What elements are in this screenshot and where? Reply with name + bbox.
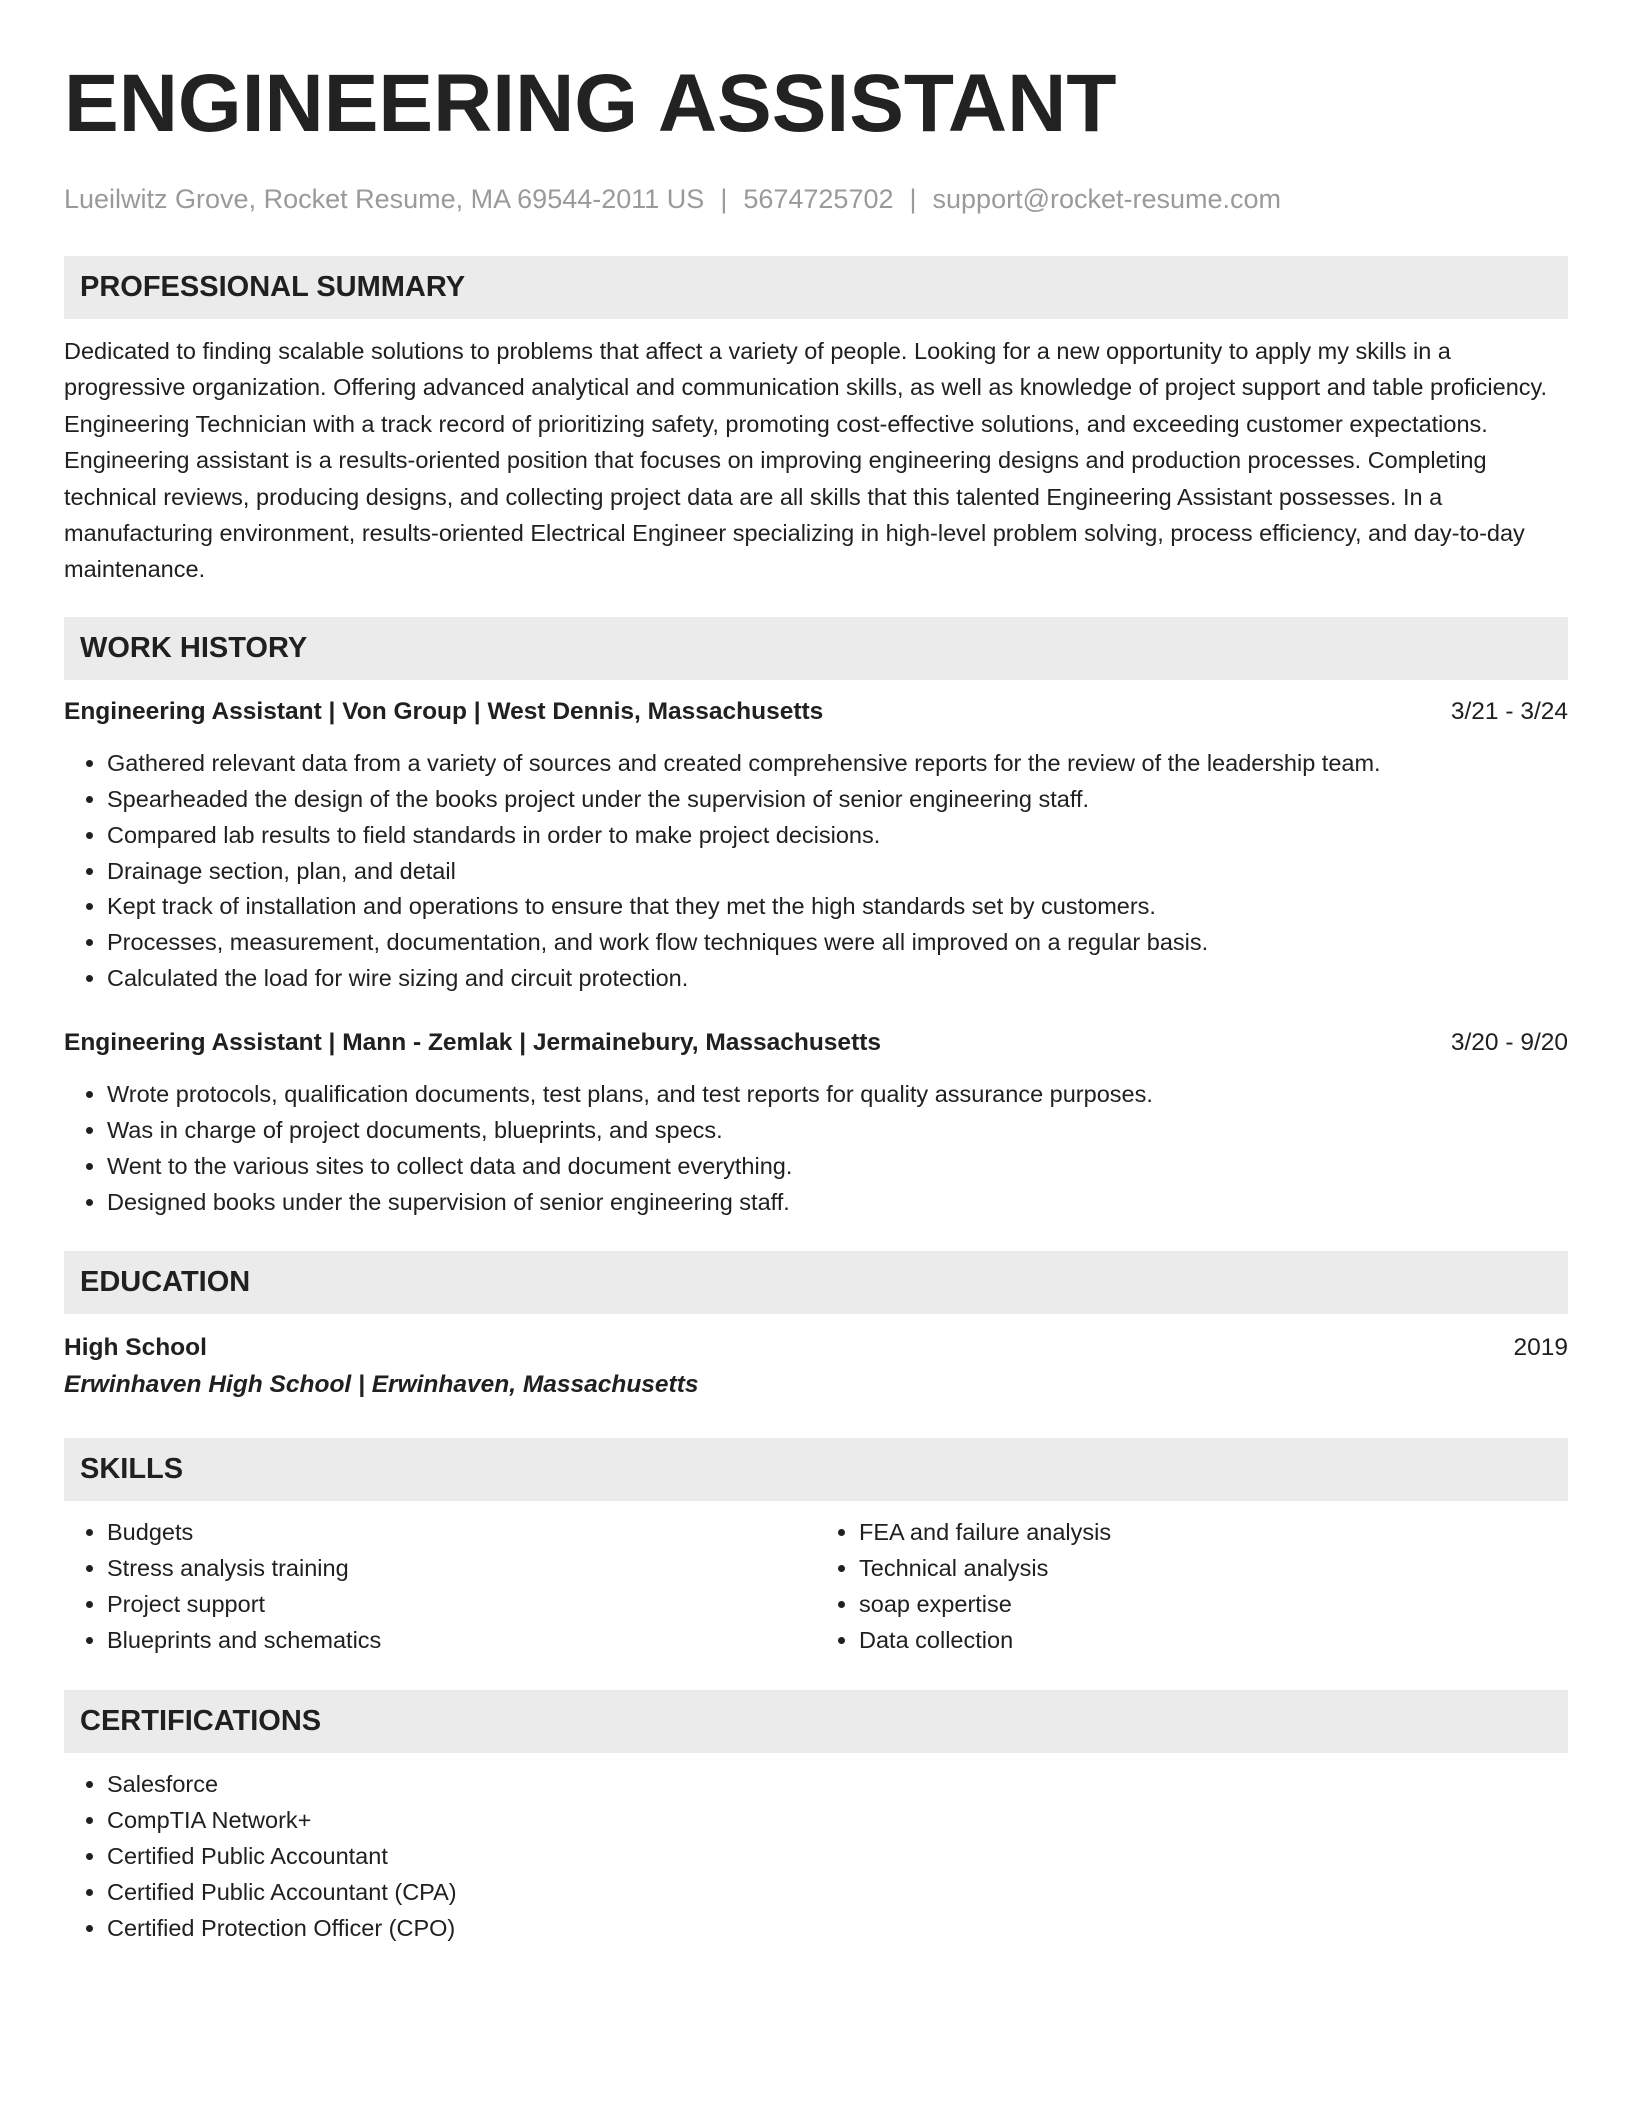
skill-item: • Data collection [859,1623,1568,1659]
skill-item: • Blueprints and schematics [107,1623,816,1659]
job-dates: 3/20 - 9/20 [1450,1029,1568,1057]
contact-separator: | [720,184,728,214]
job-bullet: • Wrote protocols, qualification documents, test plans, and test reports for quality assurance purposes. [107,1077,1568,1113]
certifications-list [64,1767,1568,1947]
job-bullet: • Kept track of installation and operations to ensure that they met the high standards set by customers. [107,889,1568,925]
skill-item: • Project support [107,1587,816,1623]
skill-item: • Technical analysis [859,1551,1568,1587]
job-bullet: • Spearheaded the design of the books project under the supervision of senior engineering staff. [107,782,1568,818]
skill-item: • soap expertise [859,1587,1568,1623]
section-header-education: EDUCATION [64,1251,1568,1314]
section-header-certifications: CERTIFICATIONS [64,1690,1568,1753]
job-bullet: • Was in charge of project documents, blueprints, and specs. [107,1113,1568,1149]
certification-item: • Certified Public Accountant [107,1839,1568,1875]
job-bullet: • Designed books under the supervision of senior engineering staff. [107,1185,1568,1221]
skills-column-left [64,1515,816,1659]
job-bullets [64,1077,1568,1221]
job-entry [64,696,1568,997]
resume-name: ENGINEERING ASSISTANT [64,58,1117,149]
certification-item: • Certified Public Accountant (CPA) [107,1875,1568,1911]
certification-item: • Salesforce [107,1767,1568,1803]
education-entry [64,1330,1568,1404]
section-header-summary: PROFESSIONAL SUMMARY [64,256,1568,319]
job-bullet: • Calculated the load for wire sizing and circuit protection. [107,961,1568,997]
job-header [64,1027,1568,1059]
summary-text: Dedicated to finding scalable solutions to problems that affect a variety of people. Looking for a new opportunity to apply my skills in a progressive organization. Offering advanced analytical and communication skills, as well as knowledge of project support and table proficiency. Engineering Technician with a track record of prioritizing safety, promoting cost-effective solutions, and exceeding customer expectations. Engineering assistant is a results-oriented position that focuses on improving engineering designs and production processes. Completing technical reviews, producing designs, and collecting project data are all skills that this talented Engineering Assistant possesses. In a manufacturing environment, results-oriented Electrical Engineer specializing in high-level problem solving, process efficiency, and day-to-day maintenance. [64,338,1548,583]
education-header [64,1330,1568,1366]
job-bullet: • Processes, measurement, documentation, and work flow techniques were all improved on a regular basis. [107,925,1568,961]
job-entry [64,1027,1568,1221]
job-dates: 3/21 - 3/24 [1450,697,1568,725]
contact-email: support@rocket-resume.com [932,184,1282,214]
section-header-skills: SKILLS [64,1438,1568,1501]
job-bullet: • Compared lab results to field standards in order to make project decisions. [107,818,1568,854]
job-bullet: • Gathered relevant data from a variety of sources and created comprehensive reports for the review of the leadership team. [107,746,1568,782]
skill-item: • FEA and failure analysis [859,1515,1568,1551]
contact-address: Lueilwitz Grove, Rocket Resume, MA 69544-2011 US [64,184,705,214]
skills-list [64,1515,1568,1659]
job-bullets [64,746,1568,997]
skills-column-right [816,1515,1568,1659]
contact-phone: 5674725702 [743,184,894,214]
job-title: Engineering Assistant | Von Group | West Dennis, Massachusetts [64,697,824,725]
contact-line [64,182,1568,216]
education-degree: High School [64,1333,207,1361]
section-header-work-history: WORK HISTORY [64,617,1568,680]
education-school: Erwinhaven High School | Erwinhaven, Massachusetts [64,1370,699,1398]
education-year: 2019 [1513,1333,1568,1361]
job-bullet: • Drainage section, plan, and detail [107,854,1568,890]
job-bullet: • Went to the various sites to collect data and document everything. [107,1149,1568,1185]
skill-item: • Budgets [107,1515,816,1551]
skill-item: • Stress analysis training [107,1551,816,1587]
certification-item: • Certified Protection Officer (CPO) [107,1911,1568,1947]
contact-separator: | [909,184,917,214]
job-title: Engineering Assistant | Mann - Zemlak | Jermainebury, Massachusetts [64,1029,882,1057]
job-header [64,696,1568,728]
certification-item: • CompTIA Network+ [107,1803,1568,1839]
